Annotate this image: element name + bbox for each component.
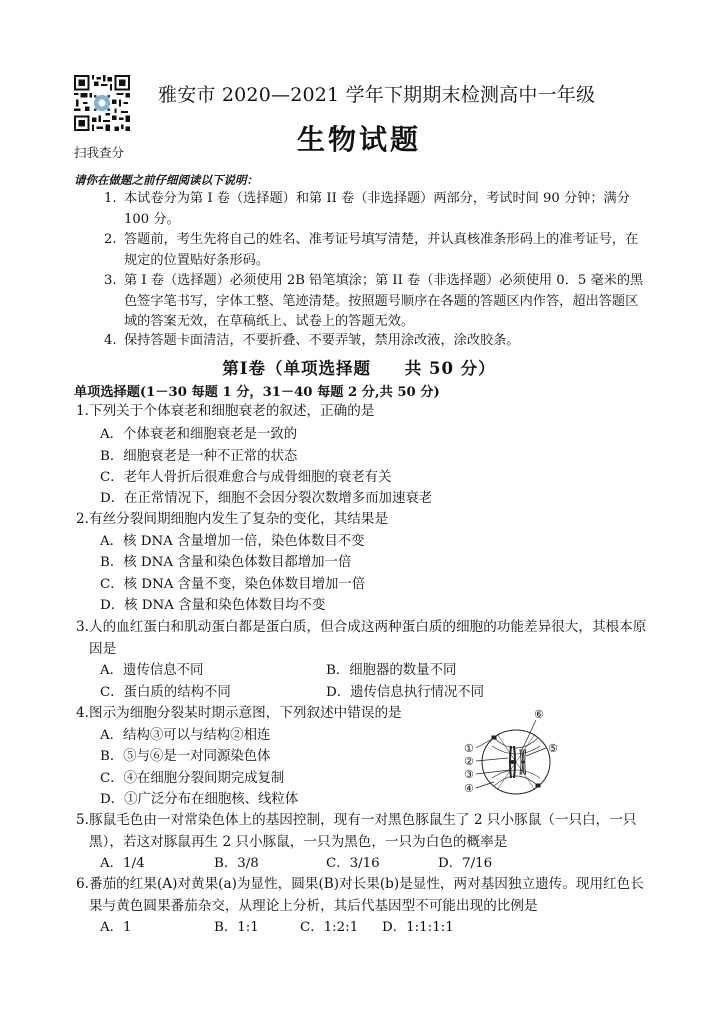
option: A．结构③可以与结构②相连	[100, 728, 271, 743]
option: C．④在细胞分裂间期完成复制	[100, 771, 285, 786]
option: C．核 DNA 含量不变，染色体数目增加一倍	[100, 577, 366, 592]
section-subheading: 单项选择题(1－30 每题 1 分，31－40 每题 2 分,共 50 分)	[74, 385, 440, 400]
instruction-item: 2. 答题前，考生先将自己的姓名、准考证号填写清楚，并认真核准条形码上的准考证号，在规定的位置贴好条形码。	[104, 232, 639, 268]
section-title: 第Ⅰ卷（单项选择题 共 50 分）	[222, 359, 496, 378]
instruction-item: 3. 第 I 卷（选择题）必须使用 2B 铅笔填涂；第 II 卷（非选择题）必须使用 0．5 毫米的黑色签字笔书写，字体工整、笔迹清楚。按照题号顺序在各题的答题区内作答，超出答题区域的答案无效，在草稿纸上、试卷上的答题无效。	[104, 273, 644, 329]
option: A．1	[100, 920, 132, 935]
question-6: 6. 番茄的红果(A)对黄果(a)为显性，圆果(B)对长果(b)是显性，两对基因独立遗传。现用红色长果与黄色圆果番茄杂交，从理论上分析，其后代基因型不可能出现的比例是	[76, 876, 644, 914]
option: C．蛋白质的结构不同	[100, 685, 231, 700]
option: D．1:1:1:1	[382, 920, 454, 935]
cell-division-diagram	[464, 708, 564, 802]
option: A．核 DNA 含量增加一倍，染色体数目不变	[100, 534, 365, 549]
diagram-label-3: ③	[464, 768, 474, 781]
option: A．个体衰老和细胞衰老是一致的	[100, 427, 298, 442]
diagram-label-6: ⑥	[534, 708, 544, 721]
diagram-label-4: ④	[464, 782, 474, 795]
option: B．⑤与⑥是一对同源染色体	[100, 749, 271, 764]
scan-label: 扫我查分	[74, 145, 125, 160]
option: B．1:1	[214, 920, 259, 935]
option: B．细胞器的数量不同	[326, 663, 457, 678]
option: D．7/16	[438, 856, 493, 871]
question-2: 2. 有丝分裂间期细胞内发生了复杂的变化，其结果是	[76, 511, 389, 527]
option: D．①广泛分布在细胞核、线粒体	[100, 792, 299, 807]
question-1: 1. 下列关于个体衰老和细胞衰老的叙述，正确的是	[76, 403, 375, 419]
question-5: 5. 豚鼠毛色由一对常染色体上的基因控制，现有一对黑色豚鼠生了 2 只小豚鼠（一只白，一只黑），若这对豚鼠再生 2 只小豚鼠，一只为黑色，一只为白色的概率是	[76, 812, 637, 850]
subject-title: 生物试题	[296, 123, 421, 156]
exam-title: 雅安市 2020—2021 学年下期期末检测高中一年级	[158, 84, 596, 106]
diagram-label-2: ②	[464, 755, 474, 768]
option: A．1/4	[100, 856, 145, 871]
option: D．在正常情况下，细胞不会因分裂次数增多而加速衰老	[100, 491, 433, 506]
option: B．3/8	[214, 856, 259, 871]
diagram-label-1: ①	[464, 742, 474, 755]
option: D．核 DNA 含量和染色体数目均不变	[100, 598, 326, 613]
option: B．核 DNA 含量和染色体数目都增加一倍	[100, 555, 352, 570]
option: C．3/16	[326, 856, 380, 871]
option: B．细胞衰老是一种不正常的状态	[100, 449, 298, 464]
option: C．老年人骨折后很难愈合与成骨细胞的衰老有关	[100, 470, 392, 485]
instructions-intro: 请你在做题之前仔细阅读以下说明：	[74, 173, 258, 187]
question-3: 3. 人的血红蛋白和肌动蛋白都是蛋白质，但合成这两种蛋白质的细胞的功能差异很大，其根本原因是	[76, 619, 647, 657]
option: D．遗传信息执行情况不同	[326, 685, 485, 700]
option: A．遗传信息不同	[100, 663, 204, 678]
instruction-item: 4. 保持答题卡面清洁，不要折叠、不要弄皱，禁用涂改液，涂改胶条。	[104, 333, 520, 348]
diagram-label-5: ⑤	[548, 742, 558, 755]
option: C．1:2:1	[300, 920, 359, 935]
question-4: 4. 图示为细胞分裂某时期示意图，下列叙述中错误的是	[76, 705, 402, 721]
instruction-item: 1. 本试卷分为第 I 卷（选择题）和第 II 卷（非选择题）两部分，考试时间 90 分钟；满分 100 分。	[104, 191, 630, 227]
